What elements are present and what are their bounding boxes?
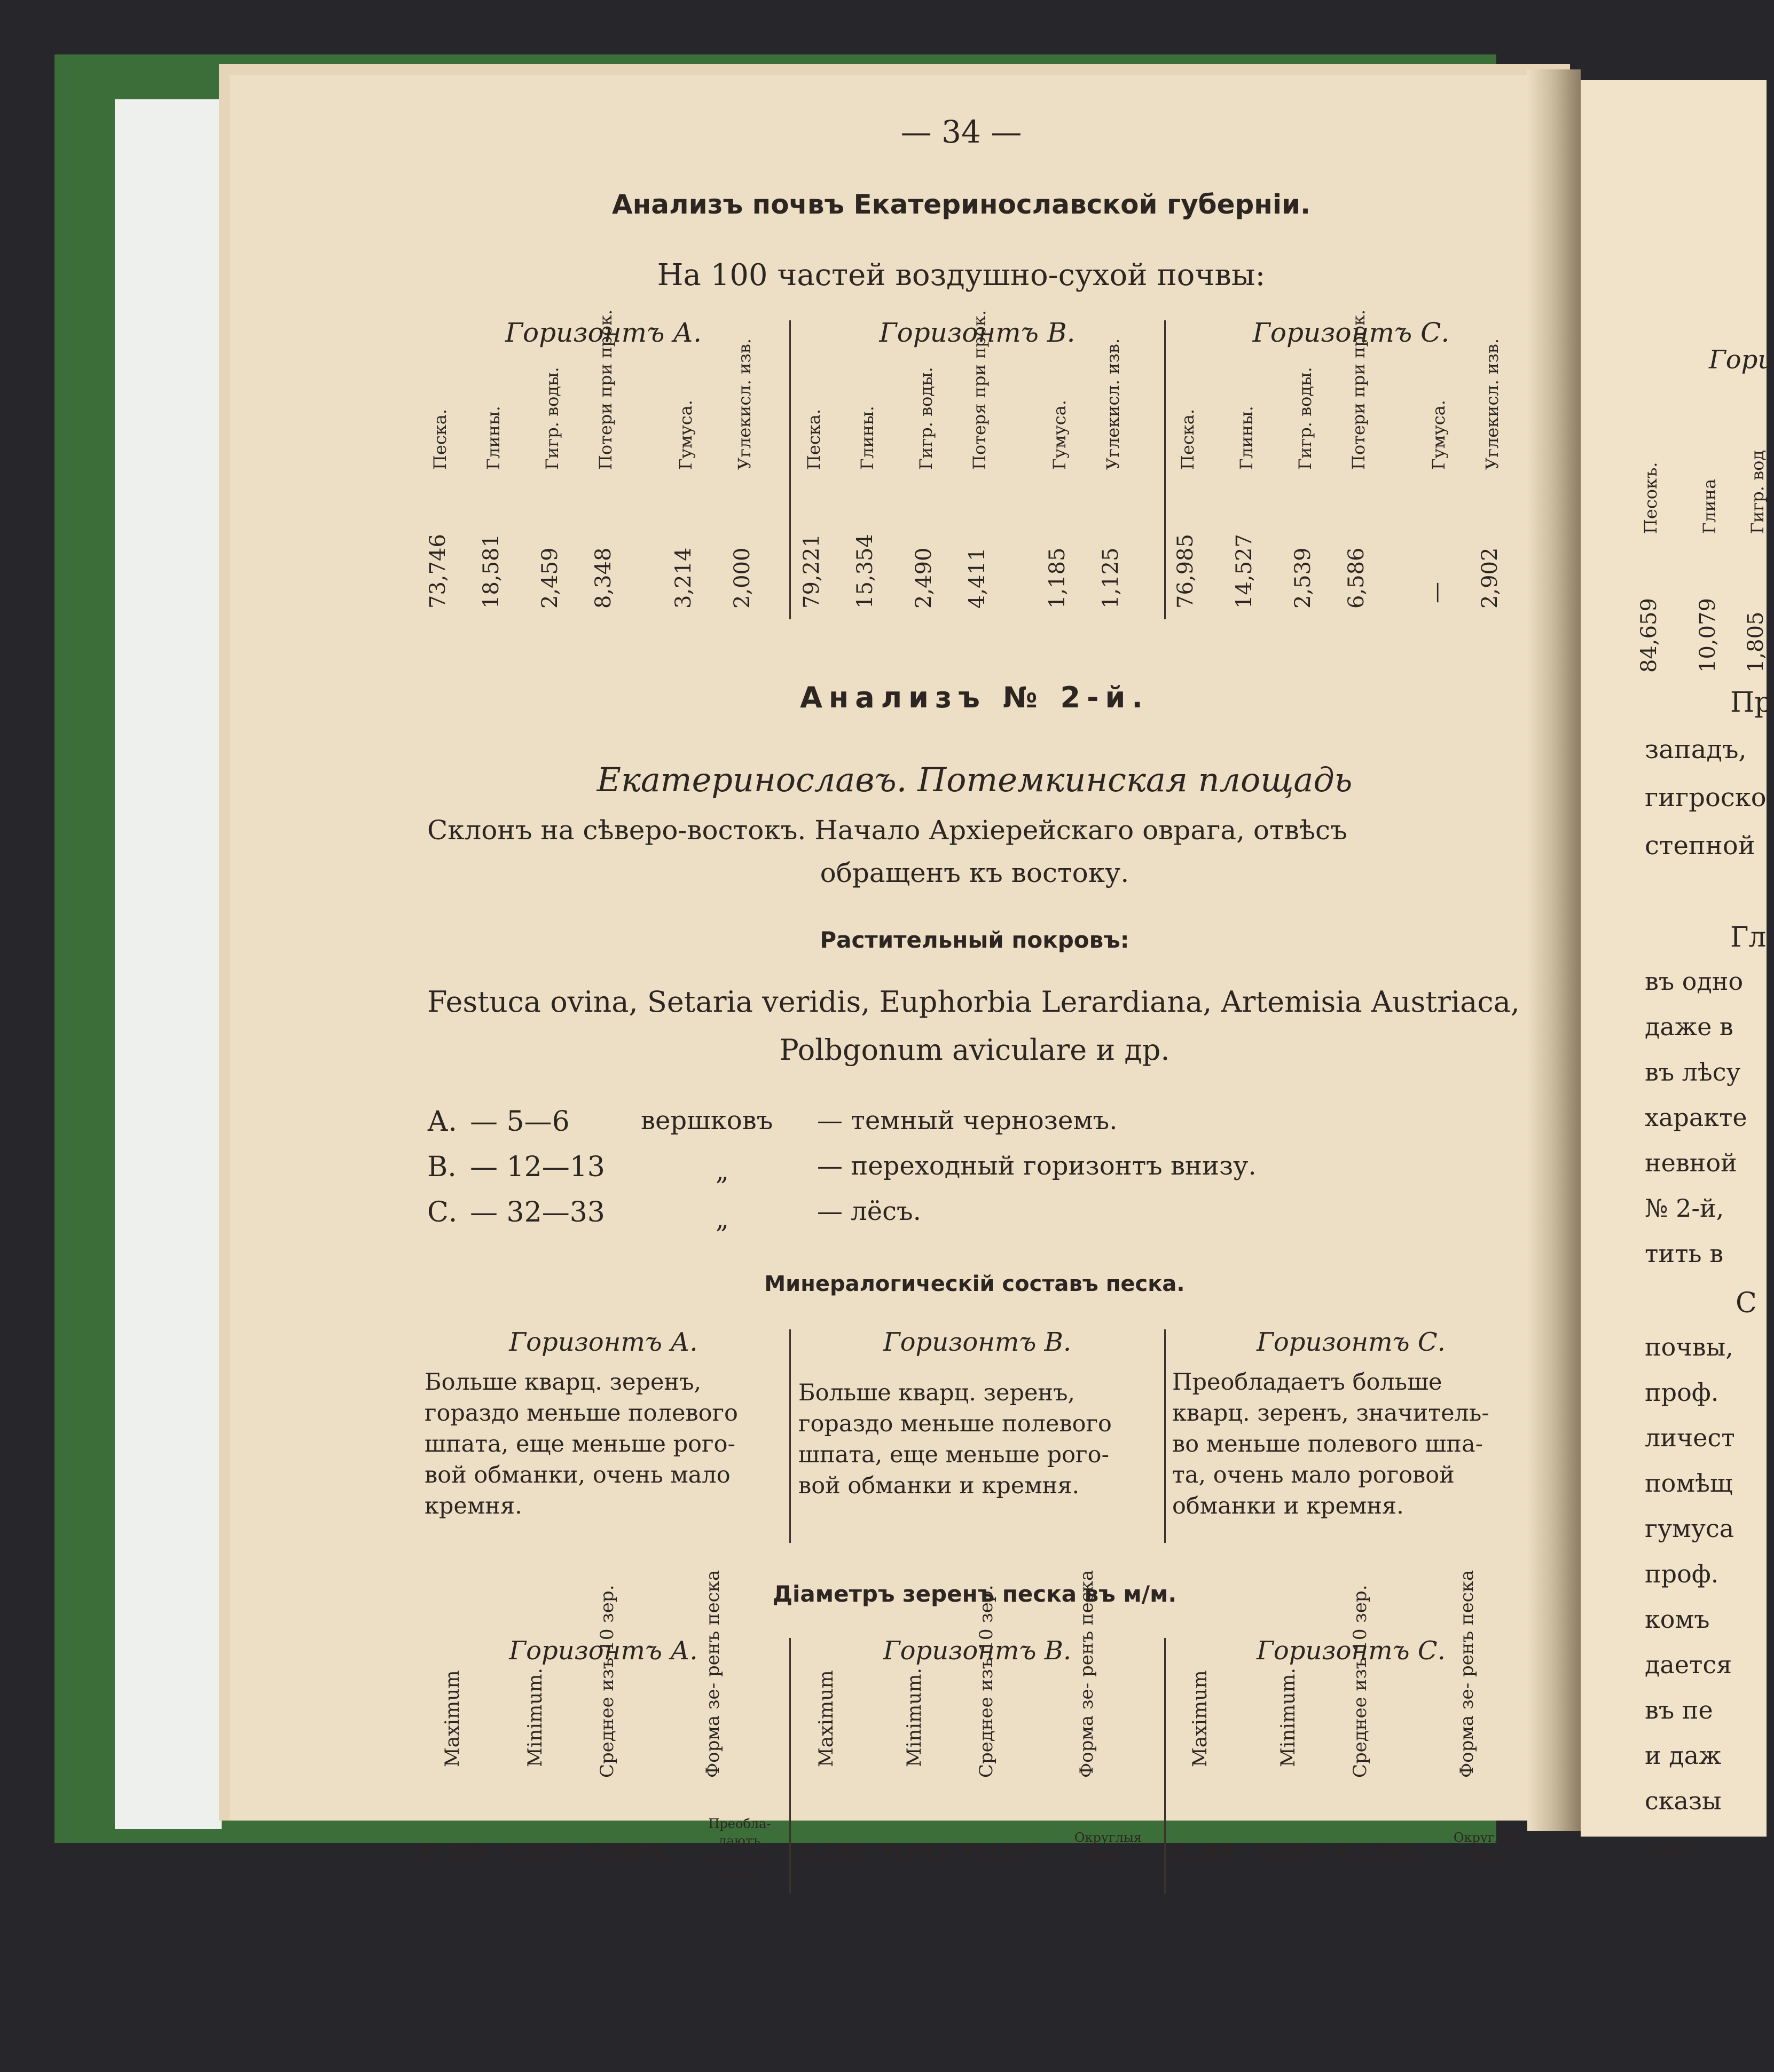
text-line: гораздо меньше полевого: [425, 1400, 738, 1427]
mineral-text-b: [798, 1377, 1156, 1501]
diameter-b-label: Maximum: [815, 1670, 837, 1767]
diameter-b-form: [1063, 1829, 1153, 1865]
right-page-line: даже в: [1645, 1012, 1733, 1041]
text-line: Больше кварц. зеренъ,: [798, 1380, 1076, 1406]
mineral-text-a: [425, 1367, 782, 1522]
diameter-title: Діаметръ зеренъ песка въ м/м.: [772, 1581, 1177, 1607]
table1-b-label: Песка.: [804, 408, 824, 470]
diameter-a-form: [694, 1815, 785, 1884]
table1-b-value: 79,221: [799, 534, 824, 609]
right-page-line: Пр: [1730, 687, 1772, 719]
diameter-c-avg: 0,1245;: [1338, 1840, 1420, 1865]
diameter-b-label: Среднее изъ 10 зер.: [976, 1585, 997, 1778]
diameter-header-b: Горизонтъ В.: [883, 1636, 1072, 1666]
diameter-c-min: 0,057;: [1258, 1840, 1326, 1865]
horizon-description: — темный черноземъ.: [817, 1106, 1118, 1136]
right-page-line: какъ: [1645, 1835, 1698, 1860]
table1-b-label: Потеря при прок.: [969, 310, 990, 470]
right-page-line: гигроско: [1645, 783, 1767, 813]
mineral-divider: [1164, 1329, 1166, 1543]
diameter-a-label: Форма зе- ренъ песка: [702, 1570, 724, 1778]
right-page-line: и даж: [1645, 1741, 1722, 1770]
text-line: кварц. зеренъ, значитель-: [1172, 1400, 1489, 1427]
table1-b-label: Гумуса.: [1049, 400, 1070, 470]
right-page-table-value: 84,659: [1637, 598, 1661, 673]
table1-c-label: Гумуса.: [1428, 400, 1449, 470]
right-page-line: проф.: [1645, 1559, 1719, 1588]
diameter-c-label: Maximum: [1189, 1670, 1211, 1767]
mineral-header-b: Горизонтъ В.: [883, 1327, 1072, 1357]
table1-a-label: Глины.: [483, 406, 504, 470]
table1-c-value: 14,527: [1232, 534, 1257, 609]
table1-a-label: Углекисл. изв.: [734, 338, 755, 470]
page-title: Анализъ почвъ Екатеринославской губерніи.: [611, 189, 1310, 220]
right-page-line: въ пе: [1645, 1696, 1713, 1724]
diameter-c-label: Minimum.: [1277, 1668, 1299, 1767]
table1-b-value: 4,411: [965, 547, 990, 609]
text-line: вой обманки, очень мало: [425, 1462, 731, 1488]
text-line: шпата, еще меньше рого-: [425, 1431, 735, 1458]
mineral-header-c: Горизонтъ С.: [1257, 1327, 1446, 1357]
table1-c-label: Песка.: [1178, 408, 1198, 470]
table1-a-value: 18,581: [479, 534, 504, 609]
right-page: [1581, 80, 1774, 1860]
diameter-a-label: Среднее изъ 10 зер.: [596, 1585, 618, 1778]
table1-c-label: Гигр. воды.: [1295, 367, 1315, 470]
right-page-table-label: Глина: [1699, 478, 1720, 534]
horizon-depth: — 5—6: [470, 1106, 570, 1138]
text-line: Преобла-: [708, 1816, 771, 1831]
horizon-letter: В.: [427, 1151, 457, 1183]
text-line: та, очень мало роговой: [1172, 1462, 1455, 1488]
right-page-table-label: Гигр. вод: [1747, 450, 1768, 534]
table1-c-label: Углекисл. изв.: [1482, 338, 1502, 470]
diameter-b-label: Minimum.: [904, 1668, 925, 1767]
right-page-line: въ одно: [1645, 967, 1744, 996]
right-page-line: почвы,: [1645, 1333, 1733, 1361]
diameter-b-max: 0,195;: [801, 1840, 869, 1865]
text-line: Округлыя: [1453, 1830, 1521, 1845]
analysis-title: Анализъ № 2-й.: [800, 681, 1149, 714]
table1-a-value: 2,459: [538, 547, 562, 609]
table1-a-value: 3,214: [671, 547, 696, 609]
mineral-header-a: Горизонтъ А.: [509, 1327, 698, 1357]
table1-b-label: Гигр. воды.: [916, 367, 936, 470]
diameter-a-label: Maximum: [442, 1670, 464, 1767]
table1-a-value: 73,746: [426, 534, 450, 609]
text-line: гораздо меньше полевого: [798, 1411, 1112, 1437]
right-page-line: тить в: [1645, 1239, 1724, 1268]
text-line: даютъ: [718, 1833, 761, 1848]
table1-header-b: Горизонтъ В.: [879, 317, 1076, 348]
slope-description-cont: обращенъ къ востоку.: [820, 857, 1129, 888]
table1-b-label: Углекисл. изв.: [1103, 338, 1123, 470]
right-page-line: Гл: [1730, 921, 1767, 954]
text-line: зерна.: [1465, 1848, 1509, 1863]
table1-a-value: 2,000: [730, 547, 755, 609]
right-page-table-label: Песокъ.: [1640, 462, 1661, 534]
text-line: обманки и кремня.: [1172, 1493, 1404, 1519]
table1-divider: [789, 320, 791, 619]
diameter-a-max: 0,150;: [422, 1840, 490, 1865]
table1-a-label: Потери при прок.: [595, 309, 616, 470]
horizon-depth: — 12—13: [470, 1151, 605, 1183]
slope-description: Склонъ на сѣверо-востокъ. Начало Архіерейскаго оврага, отвѣсъ: [427, 815, 1347, 846]
right-page-line: невной: [1645, 1148, 1737, 1177]
diameter-c-label: Форма зе- ренъ песка: [1456, 1570, 1478, 1778]
table1-a-label: Гигр. воды.: [542, 367, 562, 470]
location-line: Екатеринославъ. Потемкинская площадь: [596, 760, 1353, 799]
text-line: вой обманки и кремня.: [798, 1472, 1080, 1499]
vegetation-species: Festuca ovina, Setaria veridis, Euphorbia Lerardiana, Artemisia Austriaca,: [427, 985, 1520, 1019]
horizon-description: — лёсъ.: [817, 1196, 921, 1226]
table1-header-c: Горизонтъ С.: [1252, 317, 1450, 348]
table1-a-value: 8,348: [591, 547, 616, 609]
text-line: округлыя: [707, 1850, 772, 1865]
table1-b-label: Глины.: [857, 406, 877, 470]
table1-b-value: 15,354: [853, 534, 877, 609]
page-number: — 34 —: [900, 114, 1022, 150]
diameter-b-avg: 0,1167;: [967, 1840, 1049, 1865]
right-page-line: дается: [1645, 1650, 1732, 1679]
mineral-divider: [789, 1329, 791, 1543]
right-page-line: помѣщ: [1645, 1469, 1733, 1498]
right-page-line: западъ,: [1645, 735, 1747, 765]
diameter-divider: [1164, 1638, 1166, 1894]
right-page-line: проф.: [1645, 1378, 1719, 1407]
page-subtitle: На 100 частей воздушно-сухой почвы:: [657, 258, 1266, 293]
diameter-c-max: 0,249;: [1172, 1840, 1241, 1865]
table1-c-value: 2,902: [1478, 547, 1502, 609]
table1-b-value: 1,125: [1098, 547, 1123, 609]
diameter-c-label: Среднее изъ 10 зер.: [1349, 1585, 1371, 1778]
text-line: Больше кварц. зеренъ,: [425, 1369, 702, 1396]
text-line: зерна.: [718, 1868, 762, 1882]
mineral-text-c: [1172, 1367, 1530, 1522]
right-page-table-value: 1,805: [1744, 611, 1768, 673]
horizon-description: — переходный горизонтъ внизу.: [817, 1151, 1257, 1181]
book-gutter: [1527, 69, 1581, 1831]
diameter-a-min: 0,027;: [507, 1840, 576, 1865]
table1-c-value: —: [1424, 582, 1449, 603]
horizon-unit: „: [716, 1204, 729, 1234]
right-page-line: С: [1736, 1287, 1757, 1319]
table1-c-value: 76,985: [1173, 534, 1198, 609]
table1-header-a: Горизонтъ А.: [505, 317, 702, 348]
text-line: Преобладаетъ больше: [1172, 1369, 1442, 1396]
horizon-letter: С.: [427, 1196, 458, 1228]
diameter-header-c: Горизонтъ С.: [1257, 1636, 1446, 1666]
diameter-b-label: Форма зе- ренъ песка: [1076, 1570, 1097, 1778]
diameter-header-a: Горизонтъ А.: [509, 1636, 698, 1666]
text-line: зерна.: [1086, 1848, 1130, 1863]
table1-b-value: 2,490: [912, 547, 936, 609]
vegetation-heading: Растительный покровъ:: [820, 927, 1129, 953]
right-page-line: характе: [1645, 1103, 1747, 1132]
horizon-letter: А.: [427, 1106, 457, 1138]
text-line: во меньше полевого шпа-: [1172, 1431, 1483, 1458]
text-line: шпата, еще меньше рого-: [798, 1441, 1109, 1468]
right-page-line: сказы: [1645, 1786, 1722, 1815]
right-page-line: личест: [1645, 1423, 1735, 1452]
right-page-line: комъ: [1645, 1605, 1710, 1634]
table1-c-label: Глины.: [1236, 406, 1257, 470]
vegetation-species-cont: Polbgonum aviculare и др.: [779, 1033, 1170, 1067]
cover-inner-edge: [115, 99, 222, 1829]
table1-c-value: 6,586: [1344, 547, 1369, 609]
diameter-b-min: 0,045;: [886, 1840, 955, 1865]
diameter-divider: [789, 1638, 791, 1894]
diameter-a-avg: 0,0864;: [587, 1840, 670, 1865]
text-line: Округлыя: [1074, 1830, 1142, 1845]
diameter-c-form: [1442, 1829, 1533, 1865]
right-page-header-partial: Гори: [1709, 345, 1774, 375]
right-page-table-value: 10,079: [1695, 598, 1720, 673]
right-page-line: № 2-й,: [1645, 1194, 1724, 1223]
right-page-line: въ лѣсу: [1645, 1058, 1741, 1086]
right-page-line: гумуса: [1645, 1514, 1734, 1543]
table1-a-label: Гумуса.: [676, 400, 696, 470]
horizon-depth: — 32—33: [470, 1196, 605, 1228]
text-line: кремня.: [425, 1493, 522, 1519]
table1-a-label: Песка.: [430, 408, 450, 470]
table1-c-value: 2,539: [1291, 547, 1315, 609]
table1-divider: [1164, 320, 1166, 619]
diameter-a-label: Minimum.: [524, 1668, 546, 1767]
horizon-unit: вершковъ: [641, 1106, 773, 1136]
horizon-unit: „: [716, 1156, 729, 1186]
mineral-title: Минералогическій составъ песка.: [764, 1272, 1185, 1296]
table1-b-value: 1,185: [1045, 547, 1070, 609]
table1-c-label: Потери при прок.: [1348, 309, 1369, 470]
right-page-line: степной: [1645, 831, 1755, 861]
